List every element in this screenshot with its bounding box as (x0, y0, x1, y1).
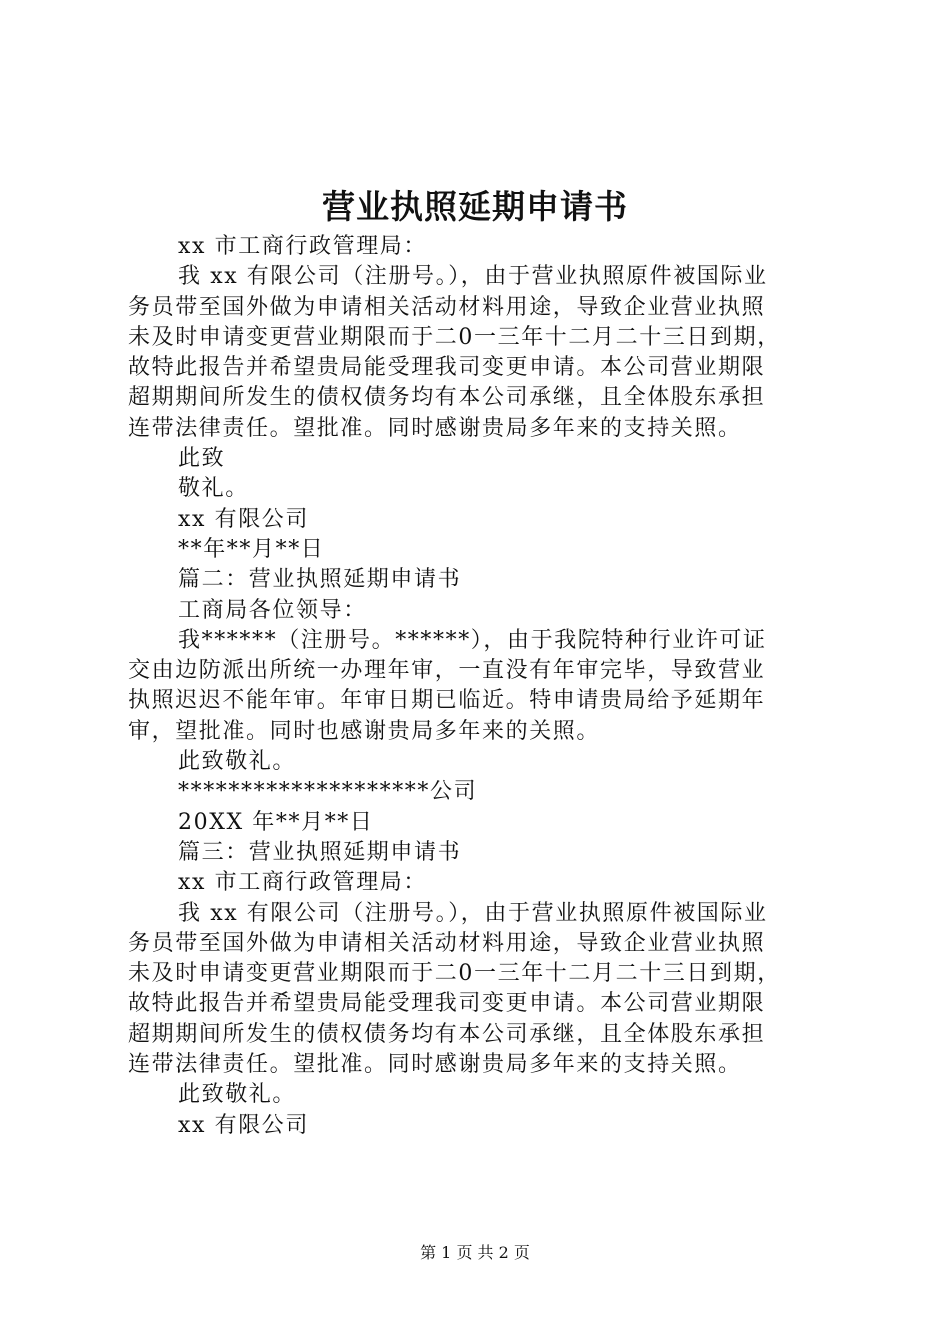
text-line: xx 有限公司 (178, 506, 310, 532)
text-line: 未及时申请变更营业期限而于二0一三年十二月二十三日到期， (128, 961, 781, 987)
text-line: 20XX 年**月**日 (178, 809, 374, 835)
text-line: 超期期间所发生的债权债务均有本公司承继，且全体股东承担 (128, 385, 766, 411)
text-line: 故特此报告并希望贵局能受理我司变更申请。本公司营业期限 (128, 355, 766, 381)
text-line: 连带法律责任。望批准。同时感谢贵局多年来的支持关照。 (128, 1052, 742, 1078)
text-line: 敬礼。 (178, 476, 249, 502)
text-line: 此致敬礼。 (178, 749, 297, 775)
text-line: xx 有限公司 (178, 1112, 310, 1138)
document-body (128, 232, 840, 1141)
text-line: xx 市工商行政管理局： (178, 870, 428, 896)
text-line: 我******（注册号。******），由于我院特种行业许可证 (178, 627, 767, 653)
text-line: 篇二：营业执照延期申请书 (178, 567, 462, 593)
text-line: 篇三：营业执照延期申请书 (178, 839, 462, 865)
text-line: 超期期间所发生的债权债务均有本公司承继，且全体股东承担 (128, 1021, 766, 1047)
text-line: 故特此报告并希望贵局能受理我司变更申请。本公司营业期限 (128, 991, 766, 1017)
text-line: **年**月**日 (178, 536, 325, 562)
text-line: ********************公司 (178, 779, 478, 805)
document-title: 营业执照延期申请书 (322, 187, 628, 226)
text-line: 未及时申请变更营业期限而于二0一三年十二月二十三日到期， (128, 324, 781, 350)
text-line: 交由边防派出所统一办理年审，一直没有年审完毕，导致营业 (128, 658, 766, 684)
text-line: 执照迟迟不能年审。年审日期已临近。特申请贵局给予延期年 (128, 688, 766, 714)
text-line: 我 xx 有限公司（注册号。），由于营业执照原件被国际业 (178, 264, 768, 290)
text-line: 工商局各位领导： (178, 597, 367, 623)
text-line: 连带法律责任。望批准。同时感谢贵局多年来的支持关照。 (128, 415, 742, 441)
text-line: 此致 (178, 446, 226, 472)
text-line: 此致敬礼。 (178, 1082, 297, 1108)
page-footer: 第 1 页 共 2 页 (420, 1243, 530, 1262)
text-line: xx 市工商行政管理局： (178, 234, 428, 259)
text-line: 我 xx 有限公司（注册号。），由于营业执照原件被国际业 (178, 900, 768, 926)
text-line: 务员带至国外做为申请相关活动材料用途，导致企业营业执照 (128, 930, 766, 956)
text-line: 审，望批准。同时也感谢贵局多年来的关照。 (128, 718, 601, 744)
text-line: 务员带至国外做为申请相关活动材料用途，导致企业营业执照 (128, 294, 766, 320)
